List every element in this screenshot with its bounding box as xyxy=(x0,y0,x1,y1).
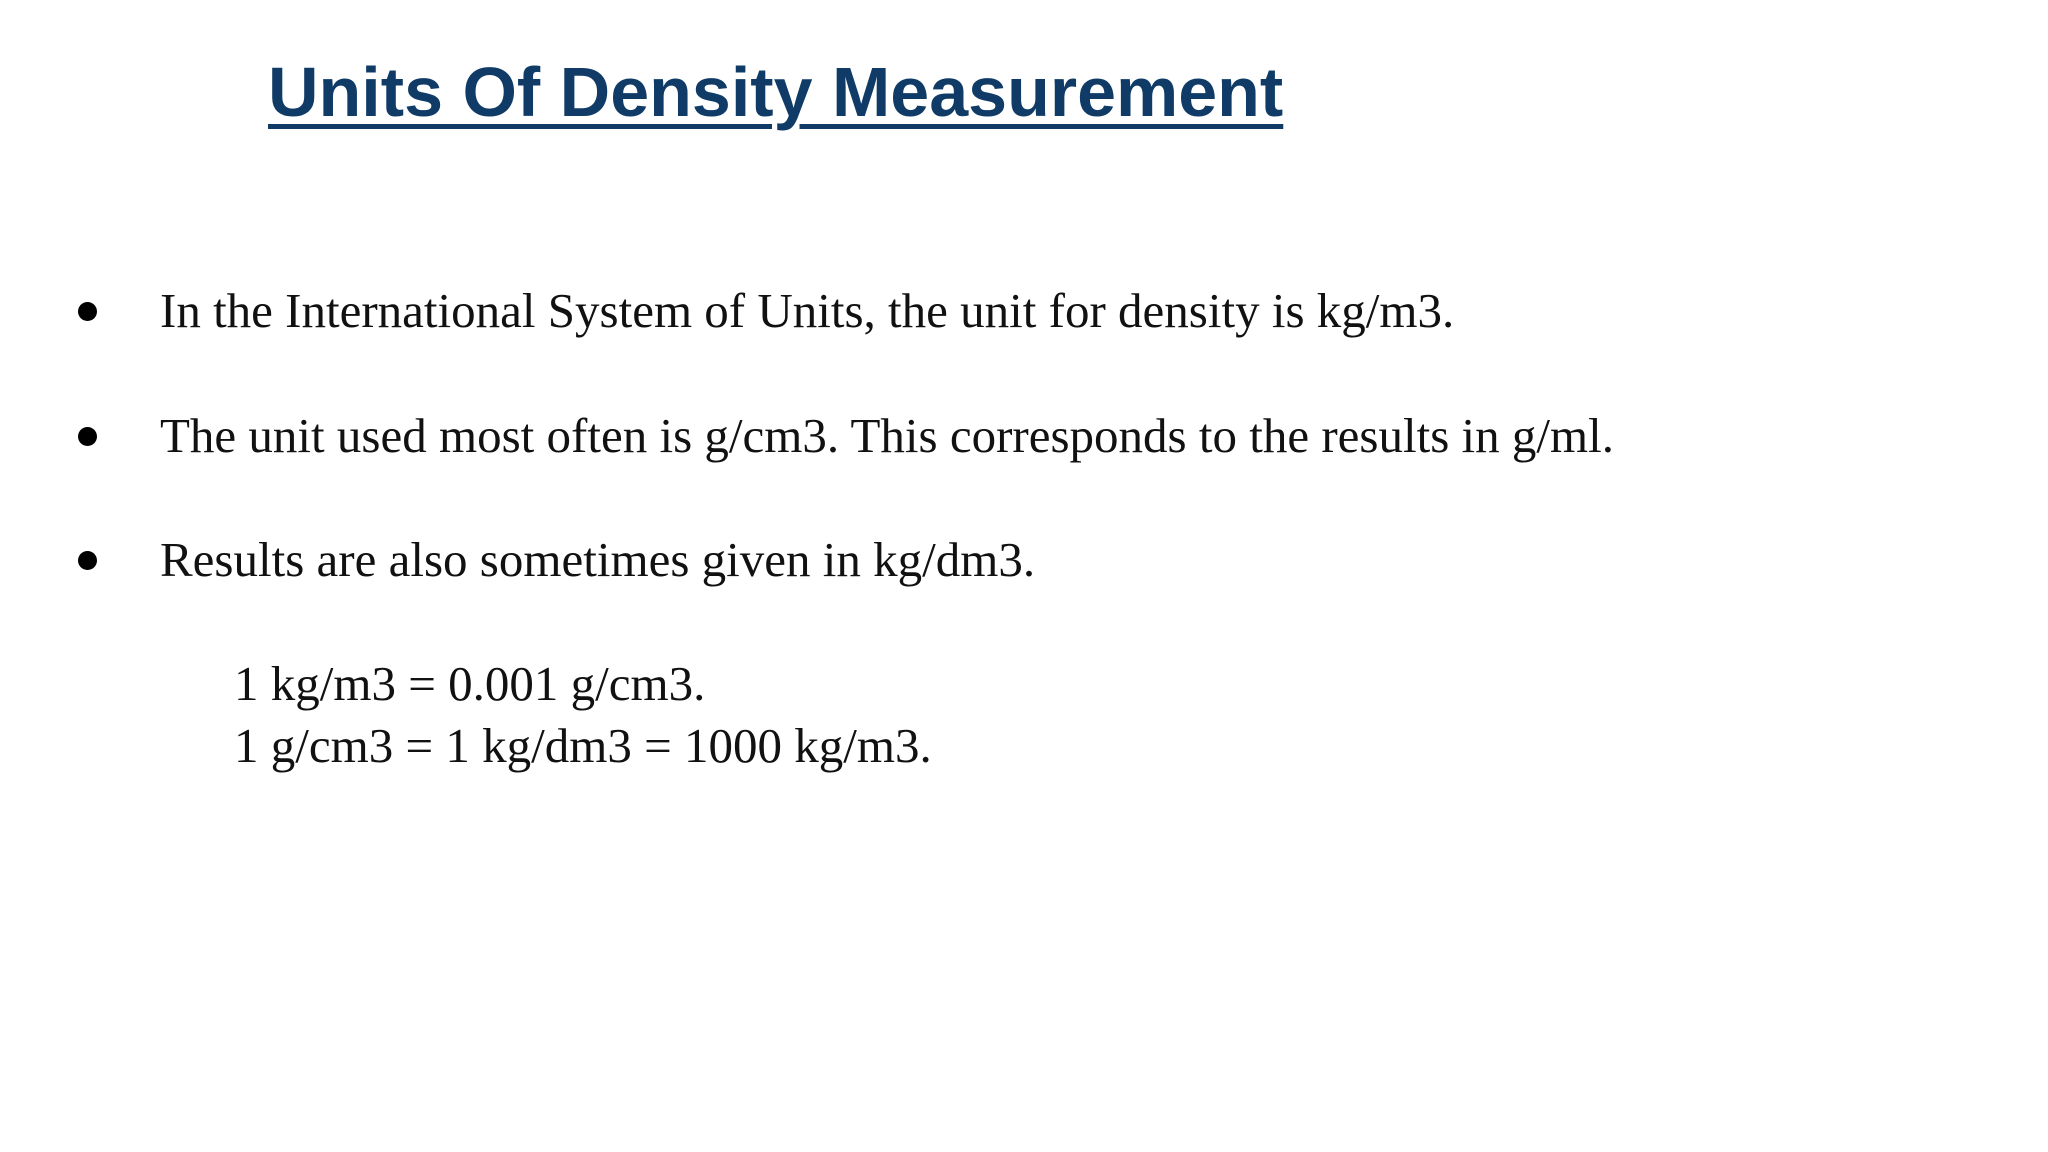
bullet-item xyxy=(78,276,1454,346)
bullet-text: In the International System of Units, the unit for density is kg/m3. xyxy=(160,283,1455,338)
bullet-dot-icon xyxy=(78,302,97,321)
bullet-text: The unit used most often is g/cm3. This corresponds to the results in g/ml. xyxy=(160,408,1614,463)
bullet-text: Results are also sometimes given in kg/dm3. xyxy=(160,532,1036,587)
bullet-dot-icon xyxy=(78,551,97,570)
conversion-formula: 1 g/cm3 = 1 kg/dm3 = 1000 kg/m3. xyxy=(234,718,932,773)
bullet-item xyxy=(78,525,1035,595)
slide-title: Units Of Density Measurement xyxy=(268,53,1284,131)
bullet-dot-icon xyxy=(78,427,97,446)
conversion-formula: 1 kg/m3 = 0.001 g/cm3. xyxy=(234,656,706,711)
bullet-item xyxy=(78,401,1614,471)
